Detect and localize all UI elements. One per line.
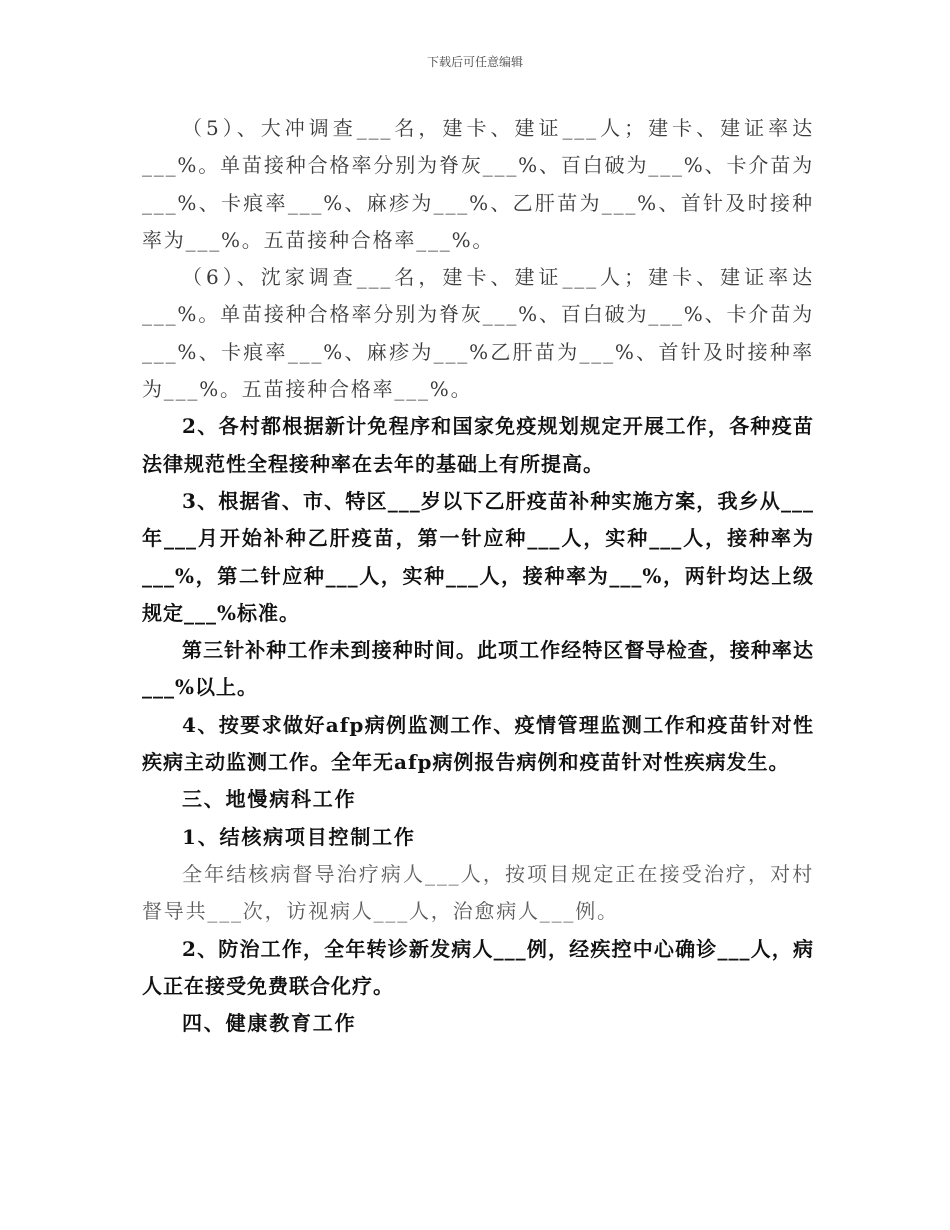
- paragraph-third-dose: 第三针补种工作未到接种时间。此项工作经特区督导检查，接种率达___%以上。: [142, 638, 814, 700]
- section-heading-health-education: 四、健康教育工作: [182, 1011, 357, 1036]
- subheading-tb-control: 1、结核病项目控制工作: [182, 824, 416, 849]
- paragraph-prevention-work: 2、防治工作，全年转诊新发病人___例，经疾控中心确诊___人，病人正在接受免费联合化疗。: [142, 936, 814, 998]
- section-heading-chronic-disease: 三、地慢病科工作: [182, 787, 357, 812]
- paragraph-tb-supervision: 全年结核病督导治疗病人___人，按项目规定正在接受治疗，对村督导共___次，访视病人___人，治愈病人___例。: [142, 861, 814, 924]
- paragraph-villages-work: 2、各村都根据新计免程序和国家免疫规划规定开展工作，各种疫苗法律规范性全程接种率在去年的基础上有所提高。: [142, 414, 814, 476]
- paragraph-shenjia-survey: （6）、沈家调查___名，建卡、建证___人；建卡、建证率达___%。单苗接种合格率分别为脊灰___%、百白破为___%、卡介苗为___%、卡痕率___%、麻疹为___%乙肝苗为___%、首针及时接种率为___%。五苗接种合格率___%。: [142, 265, 814, 402]
- document-body: [142, 110, 814, 1042]
- page-header: 下载后可任意编辑: [426, 55, 523, 69]
- paragraph-hepb-catchup: 3、根据省、市、特区___岁以下乙肝疫苗补种实施方案，我乡从___年___月开始补种乙肝疫苗，第一针应种___人，实种___人，接种率为___%，第二针应种___人，实种___人，接种率为___%，两针均达上级规定___%标准。: [142, 488, 814, 625]
- paragraph-afp-monitoring: 4、按要求做好afp病例监测工作、疫情管理监测工作和疫苗针对性疾病主动监测工作。全年无afp病例报告病例和疫苗针对性疾病发生。: [142, 712, 814, 775]
- paragraph-dachong-survey: （5）、大冲调查___名，建卡、建证___人；建卡、建证率达___%。单苗接种合格率分别为脊灰___%、百白破为___%、卡介苗为___%、卡痕率___%、麻疹为___%、乙肝苗为___%、首针及时接种率为___%。五苗接种合格率___%。: [142, 116, 814, 252]
